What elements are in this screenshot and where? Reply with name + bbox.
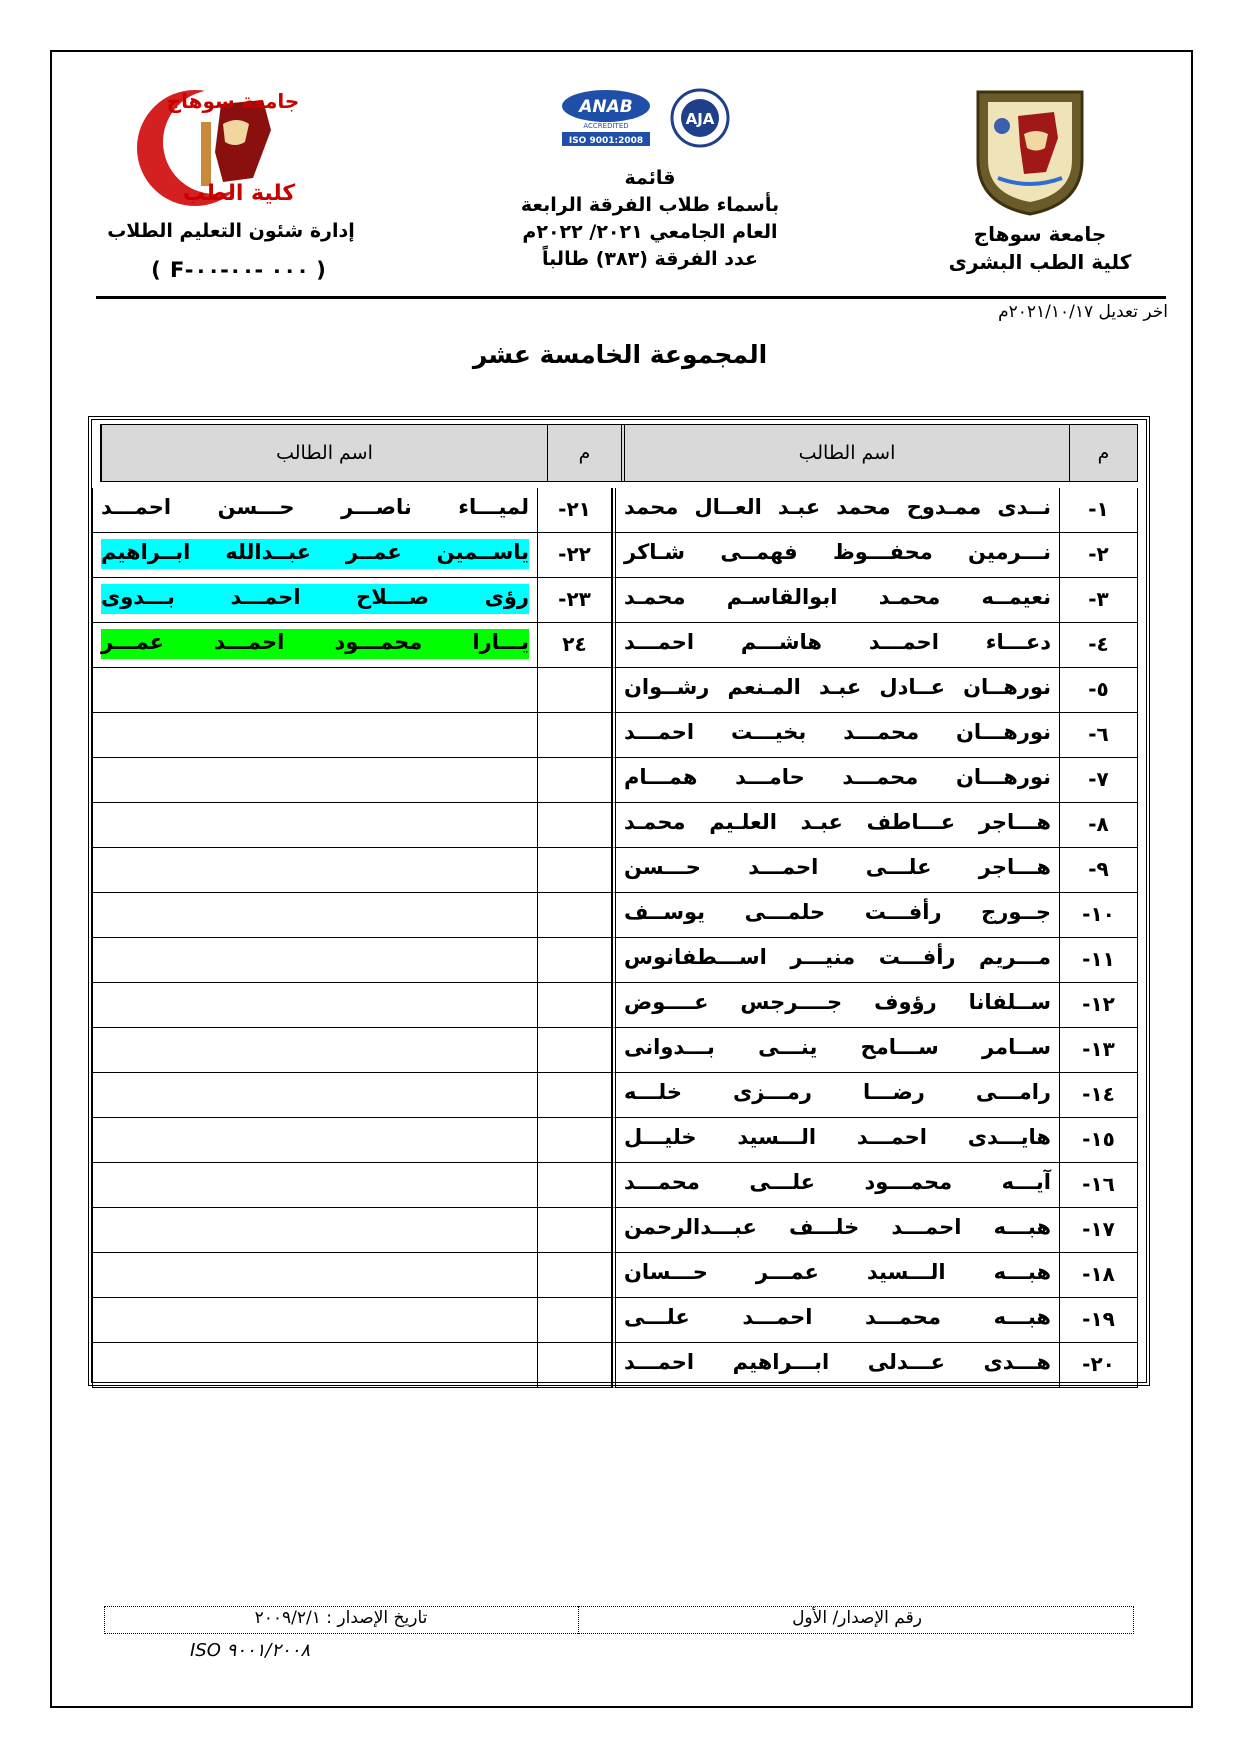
header-num-right: م: [1069, 425, 1137, 481]
table-row: [92, 1298, 1146, 1343]
student-name-cell: [612, 668, 1060, 713]
table-row: [92, 938, 1146, 983]
student-name-cell: [92, 1298, 538, 1343]
student-number-cell: ٢٣-: [538, 578, 612, 623]
student-name: نــدى ممـدوح محمد عبـد العــال محمد: [624, 495, 1051, 519]
student-name: هبـــه الـــسيد عمـــر حـــسان: [624, 1260, 1051, 1284]
student-number-cell: [538, 1253, 612, 1298]
header-name-right: اسم الطالب: [621, 425, 1069, 481]
student-number-cell: ٢١-: [538, 488, 612, 533]
student-name-cell: [92, 758, 538, 803]
student-number-cell: ٢٤: [538, 623, 612, 668]
student-name-cell: [612, 1163, 1060, 1208]
header-num-left: م: [547, 425, 621, 481]
last-modified-date: اخر تعديل ٢٠٢١/١٠/١٧م: [998, 302, 1168, 322]
issue-number: رقم الإصدار/ الأول: [792, 1608, 922, 1628]
student-name-cell: [612, 1028, 1060, 1073]
student-name: ياســمين عمــر عبــدالله ابــراهيم: [101, 540, 529, 564]
student-number-cell: ٩-: [1060, 848, 1138, 893]
student-number-cell: [538, 668, 612, 713]
student-number-cell: ٥-: [1060, 668, 1138, 713]
student-name-cell: [612, 533, 1060, 578]
student-name-cell: [612, 1298, 1060, 1343]
table-header-row: [100, 424, 1138, 482]
logo-left-subtitle: كلية الطب: [182, 181, 296, 206]
student-number-cell: ٢-: [1060, 533, 1138, 578]
student-name-cell: [92, 803, 538, 848]
student-name-cell: [92, 983, 538, 1028]
student-name: آيـــه محمـــود علـــى محمـــد: [624, 1170, 1051, 1194]
student-number-cell: [538, 1118, 612, 1163]
student-number-cell: [538, 938, 612, 983]
student-number-cell: ١-: [1060, 488, 1138, 533]
table-row: [92, 758, 1146, 803]
table-row: [92, 1118, 1146, 1163]
university-name: جامعة سوهاج: [973, 222, 1107, 246]
student-name-cell: [92, 1343, 538, 1388]
student-name-cell: [612, 1118, 1060, 1163]
student-number-cell: ٧-: [1060, 758, 1138, 803]
student-number-cell: [538, 1073, 612, 1118]
student-name: هايـــدى احمـــد الـــسيد خليـــل: [624, 1125, 1051, 1149]
student-name: نـــرمين محفـــوظ فهمــى شـاكر: [624, 540, 1051, 564]
title-line-list: قائمة: [624, 167, 676, 189]
iso-badge-label: ISO 9001:2008: [568, 136, 644, 146]
table-row: [92, 1073, 1146, 1118]
student-number-cell: ٨-: [1060, 803, 1138, 848]
title-line-students: بأسماء طلاب الفرقة الرابعة: [520, 194, 780, 216]
students-table: [88, 416, 1150, 1386]
student-name: هـــاجر عـــاطف عبـد العلـيم محمـد: [624, 810, 1051, 834]
student-name-cell: [92, 578, 538, 623]
table-row: [92, 1208, 1146, 1253]
student-number-cell: [538, 983, 612, 1028]
student-number-cell: ٢٢-: [538, 533, 612, 578]
student-name: رامـــى رضـــا رمـــزى خلـــه: [624, 1080, 1051, 1104]
student-number-cell: [538, 1298, 612, 1343]
student-name: نعيمــه محمـد ابوالقاسـم محمـد: [624, 585, 1051, 609]
student-number-cell: ١٣-: [1060, 1028, 1138, 1073]
student-number-cell: [538, 848, 612, 893]
student-number-cell: ١٨-: [1060, 1253, 1138, 1298]
anab-label: ANAB: [579, 97, 633, 117]
student-name: هـــاجر علـــى احمـــد حـــسن: [624, 855, 1051, 879]
student-number-cell: [538, 1343, 612, 1388]
header-name-left: اسم الطالب: [101, 425, 547, 481]
student-name: هبـــه احمـــد خلـــف عبـــدالرحمن: [624, 1215, 1051, 1239]
student-name-cell: [612, 1253, 1060, 1298]
student-name-cell: [612, 1073, 1060, 1118]
student-number-cell: ١٩-: [1060, 1298, 1138, 1343]
table-row: [92, 1028, 1146, 1073]
table-row: [92, 533, 1146, 578]
table-row: [92, 668, 1146, 713]
university-seal-icon: [968, 82, 1092, 218]
student-name: نورهـــان محمـــد بخيـــت احمـــد: [624, 720, 1051, 744]
student-name-cell: [92, 1253, 538, 1298]
student-number-cell: [538, 893, 612, 938]
student-number-cell: [538, 1208, 612, 1253]
student-name: هبـــه محمـــد احمـــد علـــى: [624, 1305, 1051, 1329]
student-number-cell: ١٢-: [1060, 983, 1138, 1028]
student-number-cell: ١٥-: [1060, 1118, 1138, 1163]
student-number-cell: ٤-: [1060, 623, 1138, 668]
student-name-cell: [612, 758, 1060, 803]
student-number-cell: [538, 1163, 612, 1208]
student-name-cell: [612, 488, 1060, 533]
student-name: هـــدى عـــدلى ابـــراهيم احمـــد: [624, 1350, 1051, 1374]
student-name-cell: [92, 713, 538, 758]
logo-left-title: جامعة سوهاج: [166, 89, 300, 113]
faculty-name: كلية الطب البشرى: [948, 250, 1132, 274]
student-number-cell: ١١-: [1060, 938, 1138, 983]
student-number-cell: ١٤-: [1060, 1073, 1138, 1118]
student-name-cell: [612, 848, 1060, 893]
table-row: [92, 983, 1146, 1028]
student-name-cell: [92, 1118, 538, 1163]
student-name-cell: [92, 1073, 538, 1118]
title-line-count: عدد الفرقة (٣٨٣) طالباً: [542, 248, 758, 270]
group-title: المجموعة الخامسة عشر: [472, 340, 768, 369]
student-number-cell: ٣-: [1060, 578, 1138, 623]
table-row: [92, 893, 1146, 938]
table-row: [92, 713, 1146, 758]
faculty-logo-icon: [103, 82, 303, 210]
student-number-cell: ٢٠-: [1060, 1343, 1138, 1388]
student-name-cell: [612, 938, 1060, 983]
student-name: دعـــاء احمـــد هاشـــم احمـــد: [624, 630, 1051, 654]
issue-date: تاريخ الإصدار : ٢٠٠٩/٢/١: [254, 1608, 428, 1628]
table-row: [92, 1343, 1146, 1388]
student-name: نورهــان عــادل عبـد المـنعم رشــوان: [624, 675, 1051, 699]
student-name-cell: [92, 533, 538, 578]
student-name: مـــريم رأفـــت منيـــر اســـطفانوس: [624, 945, 1051, 969]
student-name-cell: [92, 938, 538, 983]
student-name-cell: [92, 893, 538, 938]
table-row: [92, 803, 1146, 848]
document-title-block: [470, 165, 830, 273]
student-name-cell: [92, 623, 538, 668]
student-number-cell: ٦-: [1060, 713, 1138, 758]
student-name-cell: [612, 1208, 1060, 1253]
student-name: نورهـــان محمـــد حامـــد همـــام: [624, 765, 1051, 789]
form-code: ( F-٠٠٠ -٠٠-٠٠ ): [151, 258, 327, 282]
student-number-cell: [538, 758, 612, 803]
student-name: يـــارا محمـــود احمـــد عمـــر: [101, 630, 529, 654]
student-number-cell: ١٧-: [1060, 1208, 1138, 1253]
student-name-cell: [612, 983, 1060, 1028]
student-name: جــورج رأفـــت حلمـــى يوســف: [624, 900, 1051, 924]
student-name-cell: [612, 623, 1060, 668]
table-row: [92, 1253, 1146, 1298]
table-row: [92, 848, 1146, 893]
student-name-cell: [92, 848, 538, 893]
anab-sublabel: ACCREDITED: [583, 122, 629, 130]
student-name-cell: [92, 668, 538, 713]
student-name-cell: [612, 713, 1060, 758]
title-line-year: العام الجامعي ٢٠٢١/ ٢٠٢٢م: [522, 221, 778, 243]
student-name: لميـــاء ناصـــر حـــسن احمـــد: [101, 495, 529, 519]
student-number-cell: [538, 1028, 612, 1073]
student-number-cell: [538, 713, 612, 758]
student-name-cell: [92, 1163, 538, 1208]
student-name-cell: [92, 488, 538, 533]
department-name: إدارة شئون التعليم الطلاب: [107, 220, 355, 242]
student-name-cell: [612, 803, 1060, 848]
student-name: ســلفانا رؤوف جــــرجس عــــوض: [624, 990, 1051, 1014]
iso-standard: ISO ٩٠٠١/٢٠٠٨: [190, 1640, 311, 1661]
student-number-cell: [538, 803, 612, 848]
student-name-cell: [612, 1343, 1060, 1388]
student-name: رؤى صـــلاح احمـــد بـــدوى: [101, 585, 529, 609]
table-row: [92, 623, 1146, 668]
student-name-cell: [92, 1208, 538, 1253]
student-name-cell: [612, 893, 1060, 938]
aja-label: AJA: [685, 110, 715, 128]
table-row: [92, 1163, 1146, 1208]
student-number-cell: ١٦-: [1060, 1163, 1138, 1208]
certification-logos-icon: [556, 88, 742, 150]
student-number-cell: ١٠-: [1060, 893, 1138, 938]
student-name-cell: [612, 578, 1060, 623]
table-row: [92, 578, 1146, 623]
university-block: [940, 220, 1140, 276]
table-row: [92, 488, 1146, 533]
student-name-cell: [92, 1028, 538, 1073]
header-divider: [96, 296, 1166, 299]
student-name: ســامر ســـامح ينـــى بـــدوانى: [624, 1035, 1051, 1059]
